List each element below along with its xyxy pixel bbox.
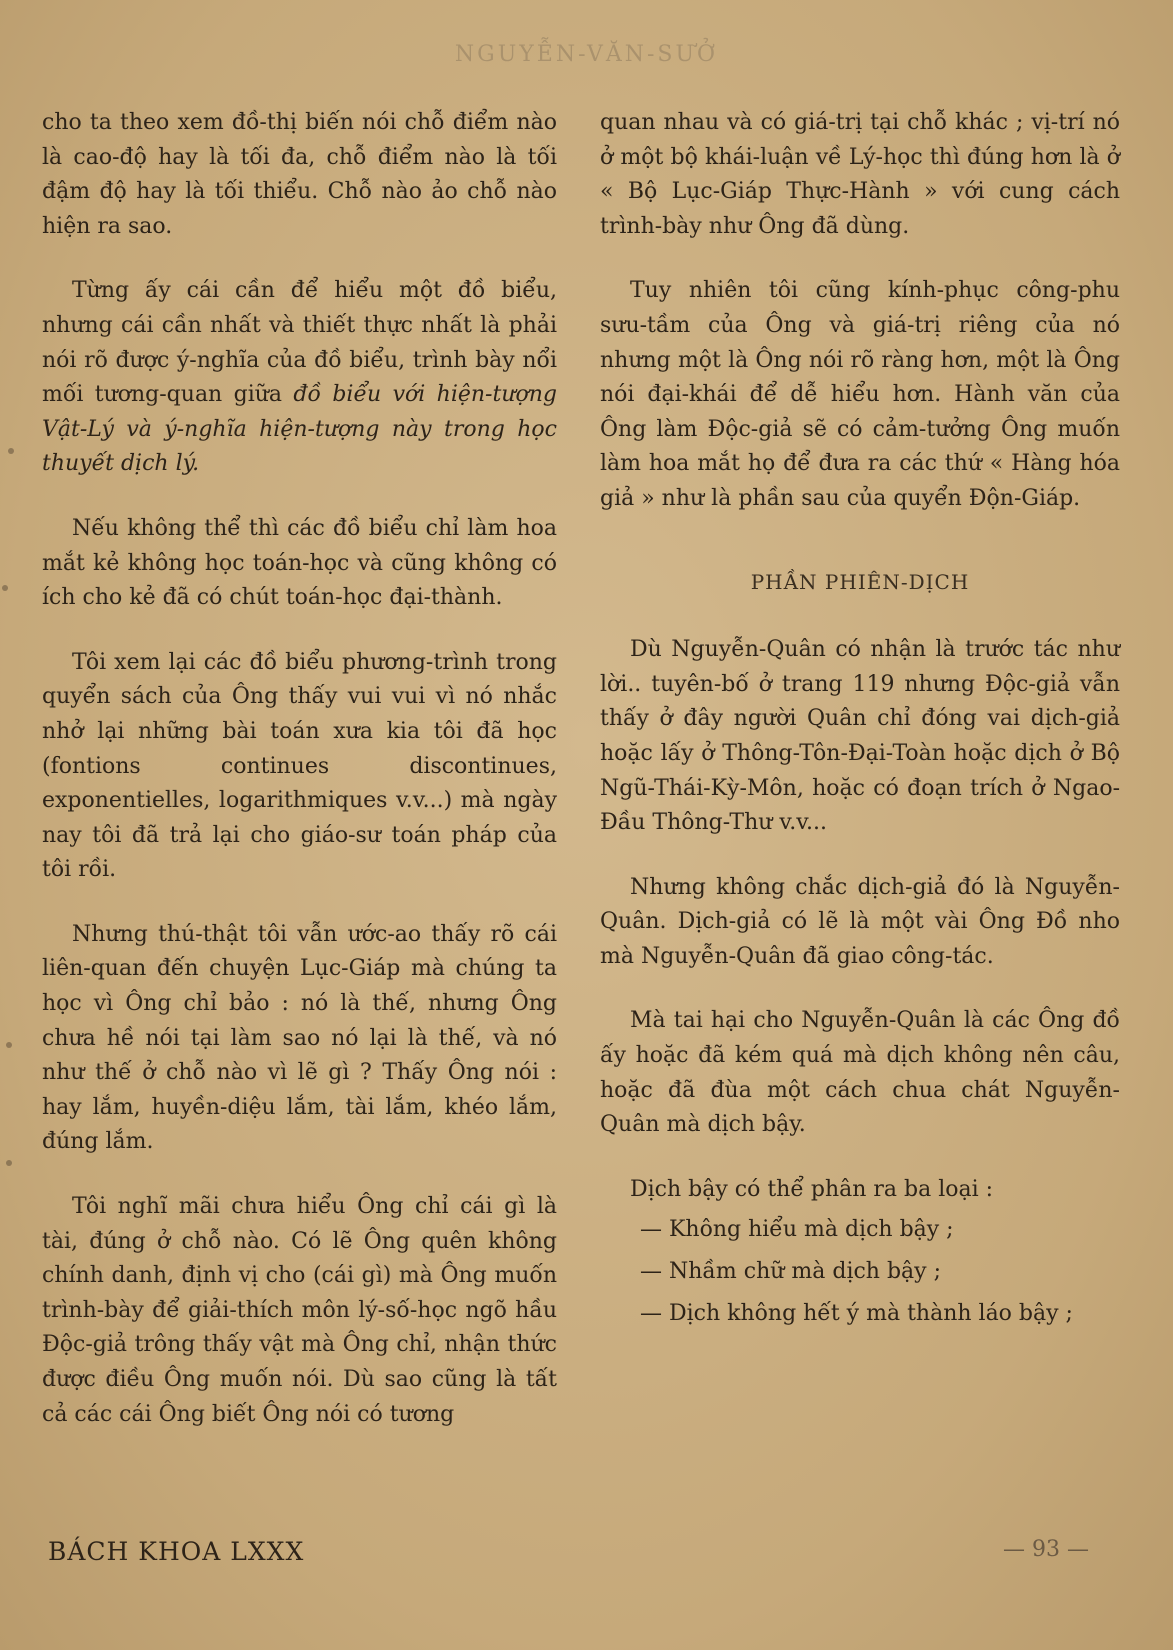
margin-mark — [6, 1160, 12, 1166]
section-heading: PHẦN PHIÊN-DỊCH — [750, 569, 970, 594]
margin-mark — [8, 448, 14, 454]
paragraph: Dù Nguyễn-Quân có nhận là trước tác như lời.. tuyên-bố ở trang 119 nhưng Độc-giả vẫn thấy ở đây người Quân chỉ đóng vai dịch-giả hoặc lấy ở Thông-Tôn-Đại-Toàn hoặc dịch ở Bộ Ngũ-Thái-Kỳ-Môn, hoặc có đoạn trích ở Ngao-Đầu Thông-Thư v.v... — [600, 637, 1120, 836]
list-item: — Nhầm chữ mà dịch bậy ; — [640, 1259, 942, 1285]
paragraph: Nếu không thể thì các đồ biểu chỉ làm hoa mắt kẻ không học toán-học và cũng không có ích cho kẻ đã có chút toán-học đại-thành. — [42, 515, 557, 611]
paragraph: Nhưng thú-thật tôi vẫn ước-ao thấy rõ cái liên-quan đến chuyện Lục-Giáp mà chúng ta học vì Ông chỉ bảo : nó là thế, nhưng Ông chưa hề nói tại làm sao nó lại là thế, và nó như thế ở chỗ nào vì lẽ gì ? Thấy Ông nói : hay lắm, huyền-diệu lắm, tài lắm, khéo lắm, đúng lắm. — [42, 921, 557, 1155]
paragraph-with-emphasis — [42, 274, 557, 482]
paragraph: Tuy nhiên tôi cũng kính-phục công-phu sưu-tầm của Ông và giá-trị riêng của nó nhưng một là Ông nói rõ ràng hơn, một là Ông nói đại-khái để dễ hiểu hơn. Hành văn của Ông làm Độc-giả sẽ có cảm-tưởng Ông muốn làm hoa mắt họ để đưa ra các thứ « Hàng hóa giả » như là phần sau của quyển Độn-Giáp. — [600, 278, 1120, 511]
paragraph: Nhưng không chắc dịch-giả đó là Nguyễn-Quân. Dịch-giả có lẽ là một vài Ông Đồ nho mà Nguyễn-Quân đã giao công-tác. — [600, 874, 1120, 969]
paragraph: Tôi nghĩ mãi chưa hiểu Ông chỉ cái gì là tài, đúng ở chỗ nào. Có lẽ Ông quên không chính danh, định vị cho (cái gì) mà Ông muốn trình-bày để giải-thích môn lý-số-học ngõ hầu Độc-giả trông thấy vật mà Ông chỉ, nhận thức được điều Ông muốn nói. Dù sao cũng là tất cả các cái Ông biết Ông nói có tương — [42, 1194, 557, 1427]
paragraph: quan nhau và có giá-trị tại chỗ khác ; vị-trí nó ở một bộ khái-luận về Lý-học thì đúng hơn là ở « Bộ Lục-Giáp Thực-Hành » với cung cách trình-bày như Ông đã dùng. — [600, 110, 1120, 239]
right-column — [600, 106, 1120, 1338]
translation-error-list — [600, 1213, 1120, 1331]
paragraph: Tôi xem lại các đồ biểu phương-trình trong quyển sách của Ông thấy vui vui vì nó nhắc nhở lại những bài toán xưa kia tôi đã học (fontions continues discontinues, exponentielles, logarithmiques v.v...) mà ngày nay tôi đã trả lại cho giáo-sư toán pháp của tôi rồi. — [42, 649, 557, 883]
left-column — [42, 106, 557, 1462]
list-intro: Dịch bậy có thể phân ra ba loại : — [630, 1176, 994, 1202]
magazine-footer: BÁCH KHOA LXXX — [48, 1537, 305, 1566]
list-item: — Không hiểu mà dịch bậy ; — [640, 1217, 954, 1243]
emphasis-phrase: đồ biểu với hiện-tượng Vật-Lý và ý-nghĩa hiện-tượng này trong học thuyết dịch lý. — [42, 382, 557, 477]
paragraph-text: Từng ấy cái cần để hiểu một đồ biểu, nhưng cái cần nhất và thiết thực nhất là phải nói rõ được ý-nghĩa của đồ biểu, trình bày nổi mối tương-quan giữa — [42, 278, 557, 408]
margin-mark — [2, 585, 8, 591]
page-number: — 93 — — [1003, 1537, 1089, 1562]
margin-mark — [6, 1042, 12, 1048]
paragraph: cho ta theo xem đồ-thị biến nói chỗ điểm nào là cao-độ hay là tối đa, chỗ điểm nào là tối đậm độ hay là tối thiểu. Chỗ nào ảo chỗ nào hiện ra sao. — [42, 110, 557, 239]
running-header: NGUYỄN-VĂN-SƯỞ — [454, 42, 719, 67]
list-item: — Dịch không hết ý mà thành láo bậy ; — [640, 1300, 1073, 1326]
paragraph: Mà tai hại cho Nguyễn-Quân là các Ông đồ ấy hoặc đã kém quá mà dịch không nên câu, hoặc đã đùa một cách chua chát Nguyễn-Quân mà dịch bậy. — [600, 1008, 1120, 1138]
